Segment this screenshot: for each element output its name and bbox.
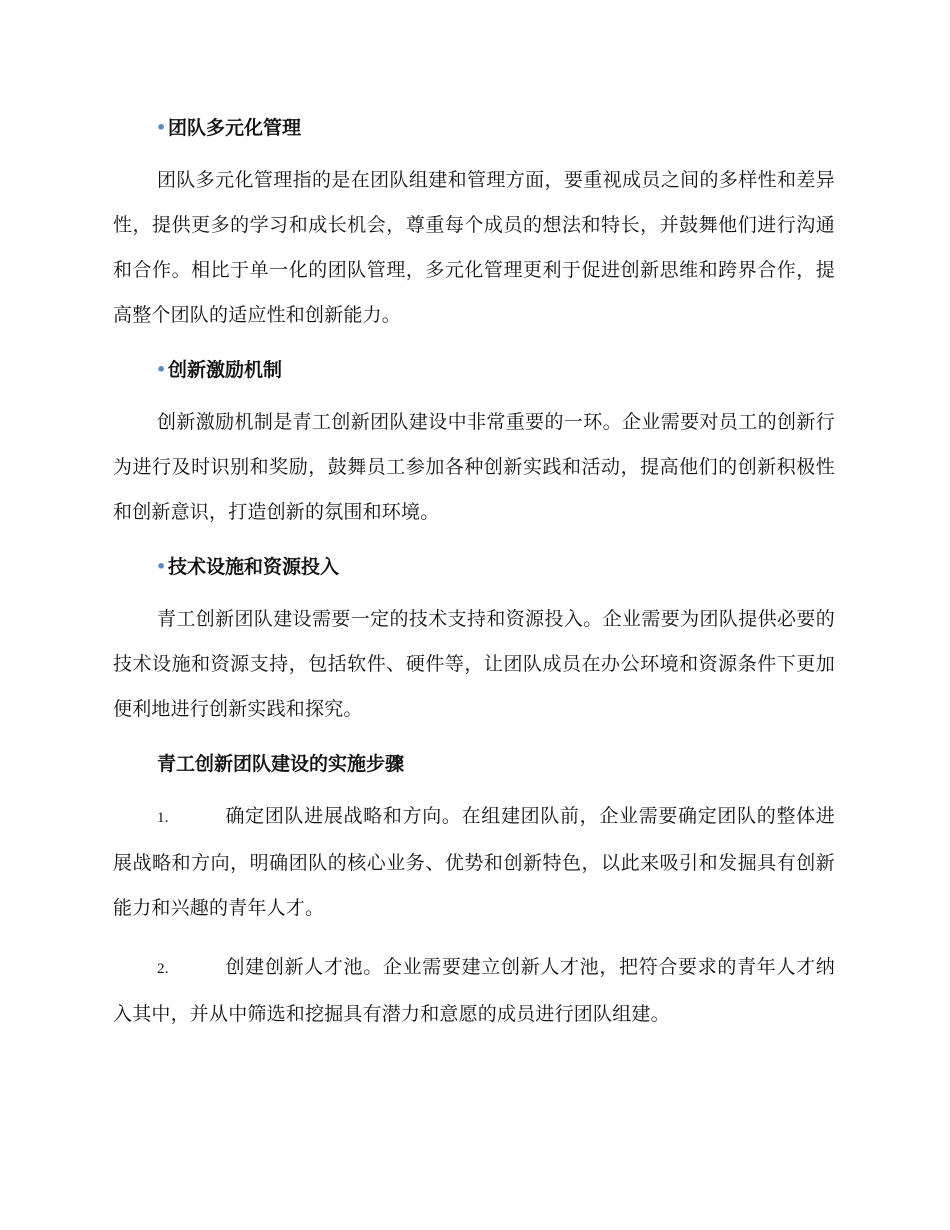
steps-heading: 青工创新团队建设的实施步骤 — [157, 753, 405, 775]
step-item-2 — [113, 945, 835, 1037]
document-content — [113, 110, 835, 1051]
step-text: 确定团队进展战略和方向。在组建团队前，企业需要确定团队的整体进展战略和方向，明确团队的核心业务、优势和创新特色，以此来吸引和发掘具有创新能力和兴趣的青年人才。 — [113, 805, 835, 919]
section-heading-diversity — [113, 110, 835, 146]
step-number: 1. — [157, 810, 169, 826]
bullet-icon: • — [156, 557, 167, 576]
section-heading-incentive — [113, 352, 835, 388]
heading-text: 技术设施和资源投入 — [168, 556, 340, 578]
step-text: 创建创新人才池。企业需要建立创新人才池，把符合要求的青年人才纳入其中，并从中筛选和挖掘具有潜力和意愿的成员进行团队组建。 — [113, 956, 835, 1025]
heading-text: 创新激励机制 — [168, 359, 283, 381]
step-number: 2. — [157, 961, 169, 977]
section-heading-resources — [113, 549, 835, 585]
heading-text: 团队多元化管理 — [168, 117, 302, 139]
section-body-resources: 青工创新团队建设需要一定的技术支持和资源投入。企业需要为团队提供必要的技术设施和资源支持，包括软件、硬件等，让团队成员在办公环境和资源条件下更加便利地进行创新实践和探究。 — [113, 608, 835, 720]
step-item-1 — [113, 794, 835, 931]
bullet-icon: • — [156, 118, 167, 137]
section-body-diversity: 团队多元化管理指的是在团队组建和管理方面，要重视成员之间的多样性和差异性，提供更多的学习和成长机会，尊重每个成员的想法和特长，并鼓舞他们进行沟通和合作。相比于单一化的团队管理，多元化管理更利于促进创新思维和跨界合作，提高整个团队的适应性和创新能力。 — [113, 169, 835, 326]
section-body-incentive: 创新激励机制是青工创新团队建设中非常重要的一环。企业需要对员工的创新行为进行及时识别和奖励，鼓舞员工参加各种创新实践和活动，提高他们的创新积极性和创新意识，打造创新的氛围和环境。 — [113, 411, 835, 523]
bullet-icon: • — [156, 360, 167, 379]
